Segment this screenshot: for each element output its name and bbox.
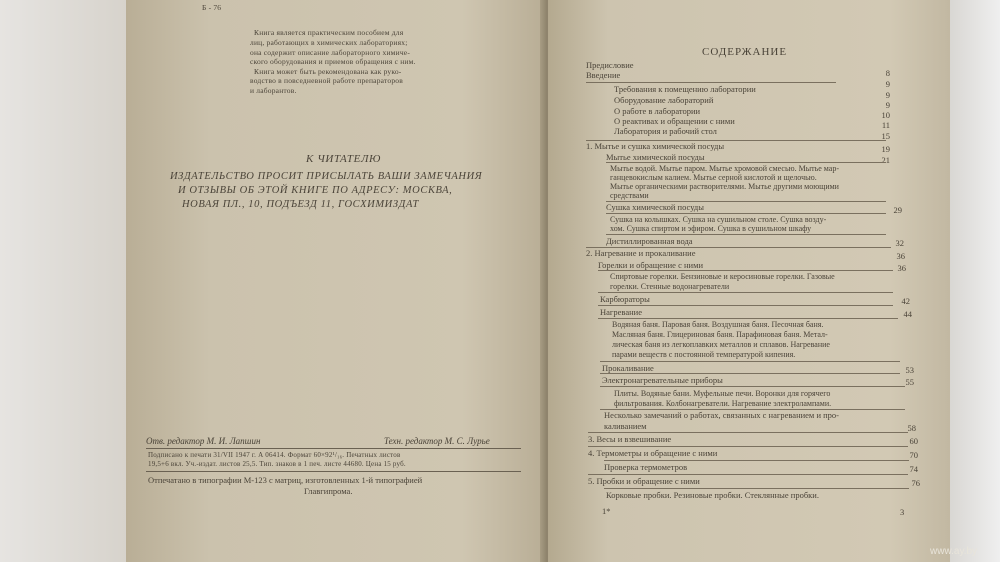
contents-title: СОДЕРЖАНИЕ: [702, 46, 788, 58]
toc-rule: [600, 373, 900, 374]
toc-rule: [604, 488, 909, 489]
toc-description: Мытье органическими растворителями. Мытье другими моющими: [610, 182, 839, 191]
toc-rule: [604, 460, 909, 461]
technical-editor: Техн. редактор М. С. Лурье: [384, 436, 490, 446]
toc-entry: О работе в лаборатории: [614, 106, 701, 116]
toc-page: 60: [909, 436, 918, 446]
right-page: [548, 0, 950, 562]
toc-page: 10: [881, 110, 890, 120]
watermark: www.ay.by: [930, 546, 978, 557]
toc-page: 70: [909, 450, 918, 460]
printing-line: Отпечатано в типографии М-123 с матриц, изготовленных 1-й типографией: [148, 475, 423, 485]
toc-rule: [600, 361, 900, 362]
toc-description: средствами: [610, 191, 649, 200]
toc-description: ганцевокислым калием. Мытье серной кислотой и щелочью.: [610, 173, 817, 182]
toc-rule: [598, 292, 893, 293]
toc-page: 19: [881, 144, 890, 154]
toc-rule: [600, 386, 905, 387]
toc-entry: Оборудование лабораторий: [614, 95, 714, 105]
toc-page: 11: [881, 120, 890, 130]
toc-page: 15: [881, 131, 890, 141]
catalog-code: Б - 76: [202, 3, 222, 12]
page-number: 3: [900, 507, 905, 517]
toc-rule: [606, 162, 886, 163]
toc-page: 44: [903, 309, 912, 319]
toc-entry: Мытье химической посуды: [606, 152, 705, 162]
toc-entry: 3. Весы и взвешивание: [588, 434, 672, 444]
toc-description: Корковые пробки. Резиновые пробки. Стеклянные пробки.: [606, 490, 819, 500]
toc-page: 58: [907, 423, 916, 433]
to-reader-title: К ЧИТАТЕЛЮ: [306, 153, 381, 165]
toc-page: 32: [895, 238, 904, 248]
toc-page: 76: [911, 478, 920, 488]
imprint-line: 19,5+6 вкл. Уч.-издат. листов 25,5. Тип. знаков в 1 печ. листе 44680. Цена 15 руб.: [148, 460, 406, 468]
toc-description: лическая баня из легкоплавких металлов и сплавов. Нагревание: [612, 340, 830, 349]
toc-page: 36: [897, 263, 906, 273]
toc-entry: Предисловие: [586, 60, 634, 70]
toc-page: 53: [905, 365, 914, 375]
toc-page: 55: [905, 377, 914, 387]
toc-description: горелки. Стенные водонагреватели: [610, 282, 730, 291]
toc-entry: 1. Мытье и сушка химической посуды: [586, 141, 725, 151]
toc-description: Водяная баня. Паровая баня. Воздушная баня. Песочная баня.: [612, 320, 824, 329]
annotation-line: она содержит описание лабораторного химиче-: [250, 48, 411, 57]
toc-rule: [606, 234, 886, 235]
toc-page: 9: [885, 90, 890, 100]
background-right: [948, 0, 1000, 562]
toc-entry: Несколько замечаний о работах, связанных с нагреванием и про-: [604, 410, 839, 420]
annotation-line: и лаборантов.: [250, 86, 297, 95]
toc-page: 8: [885, 68, 890, 78]
toc-entry: Электронагревательные приборы: [602, 375, 723, 385]
toc-description: Сушка на колышках. Сушка на сушильном столе. Сушка возду-: [610, 215, 827, 224]
toc-entry: каливанием: [604, 421, 647, 431]
toc-rule: [586, 82, 836, 83]
imprint-line: Подписано к печати 31/VII 1947 г. А 06414. Формат 60×92¹/₁₆. Печатных листов: [148, 451, 401, 459]
toc-entry: Нагревание: [600, 307, 642, 317]
toc-entry: Лаборатория и рабочий стол: [614, 126, 717, 136]
left-page: [126, 0, 546, 562]
toc-entry: Дистиллированная вода: [606, 236, 693, 246]
toc-rule: [588, 432, 908, 433]
toc-page: 42: [901, 296, 910, 306]
toc-rule: [588, 446, 908, 447]
annotation-line: лиц, работающих в химических лабораториях;: [250, 38, 408, 47]
toc-rule: [606, 213, 886, 214]
toc-entry: Прокаливание: [602, 363, 654, 373]
toc-description: Спиртовые горелки. Бензиновые и керосиновые горелки. Газовые: [610, 272, 835, 281]
toc-page: 29: [893, 205, 902, 215]
annotation-line: водство в повседневной работе препараторов: [250, 76, 403, 85]
to-reader-line: НОВАЯ ПЛ., 10, ПОДЪЕЗД 11, ГОСХИМИЗДАТ: [182, 199, 419, 210]
toc-description: хом. Сушка спиртом и эфиром. Сушка в сушильном шкафу: [610, 224, 812, 233]
toc-rule: [598, 318, 898, 319]
imprint-rule-top: [146, 448, 521, 449]
toc-entry: Требования к помещению лаборатории: [614, 84, 756, 94]
toc-entry: Горелки и обращение с ними: [598, 260, 703, 270]
toc-description: Плиты. Водяные бани. Муфельные печи. Воронки для горячего: [614, 389, 831, 398]
toc-entry: Проверка термометров: [604, 462, 688, 472]
annotation-line: Книга является практическим пособием для: [254, 28, 404, 37]
annotation-line: Книга может быть рекомендована как руко-: [254, 67, 402, 76]
toc-entry: Карбюраторы: [600, 294, 650, 304]
to-reader-line: ИЗДАТЕЛЬСТВО ПРОСИТ ПРИСЫЛАТЬ ВАШИ ЗАМЕЧАНИЯ: [170, 171, 483, 182]
toc-page: 21: [881, 155, 890, 165]
toc-description: парами веществ с постоянной температурой кипения.: [612, 350, 796, 359]
signature-mark: 1*: [602, 506, 611, 516]
toc-page: 9: [885, 79, 890, 89]
toc-rule: [598, 305, 893, 306]
toc-entry: Введение: [586, 70, 621, 80]
toc-page: 9: [885, 100, 890, 110]
toc-entry: 2. Нагревание и прокаливание: [586, 248, 696, 258]
printing-line: Главгипрома.: [304, 486, 353, 496]
imprint-rule-bottom: [146, 471, 521, 472]
toc-page: 36: [896, 251, 905, 261]
toc-page: 74: [909, 464, 918, 474]
to-reader-line: И ОТЗЫВЫ ОБ ЭТОЙ КНИГЕ ПО АДРЕСУ: МОСКВА,: [178, 185, 453, 196]
annotation-line: ского оборудования и приемов обращения с ним.: [250, 57, 416, 66]
responsible-editor: Отв. редактор М. И. Лапшин: [146, 436, 261, 446]
toc-entry: Сушка химической посуды: [606, 202, 704, 212]
toc-rule: [588, 474, 908, 475]
toc-description: фильтрования. Колбонагреватели. Нагревание электролампами.: [614, 399, 832, 408]
toc-entry: О реактивах и обращении с ними: [614, 116, 735, 126]
toc-entry: 4. Термометры и обращение с ними: [588, 448, 718, 458]
toc-description: Мытье водой. Мытье паром. Мытье хромовой смесью. Мытье мар-: [610, 164, 839, 173]
toc-entry: 5. Пробки и обращение с ними: [588, 476, 700, 486]
toc-rule: [598, 270, 893, 271]
toc-description: Масляная баня. Глицериновая баня. Парафиновая баня. Метал-: [612, 330, 828, 339]
background-left: [0, 0, 126, 562]
